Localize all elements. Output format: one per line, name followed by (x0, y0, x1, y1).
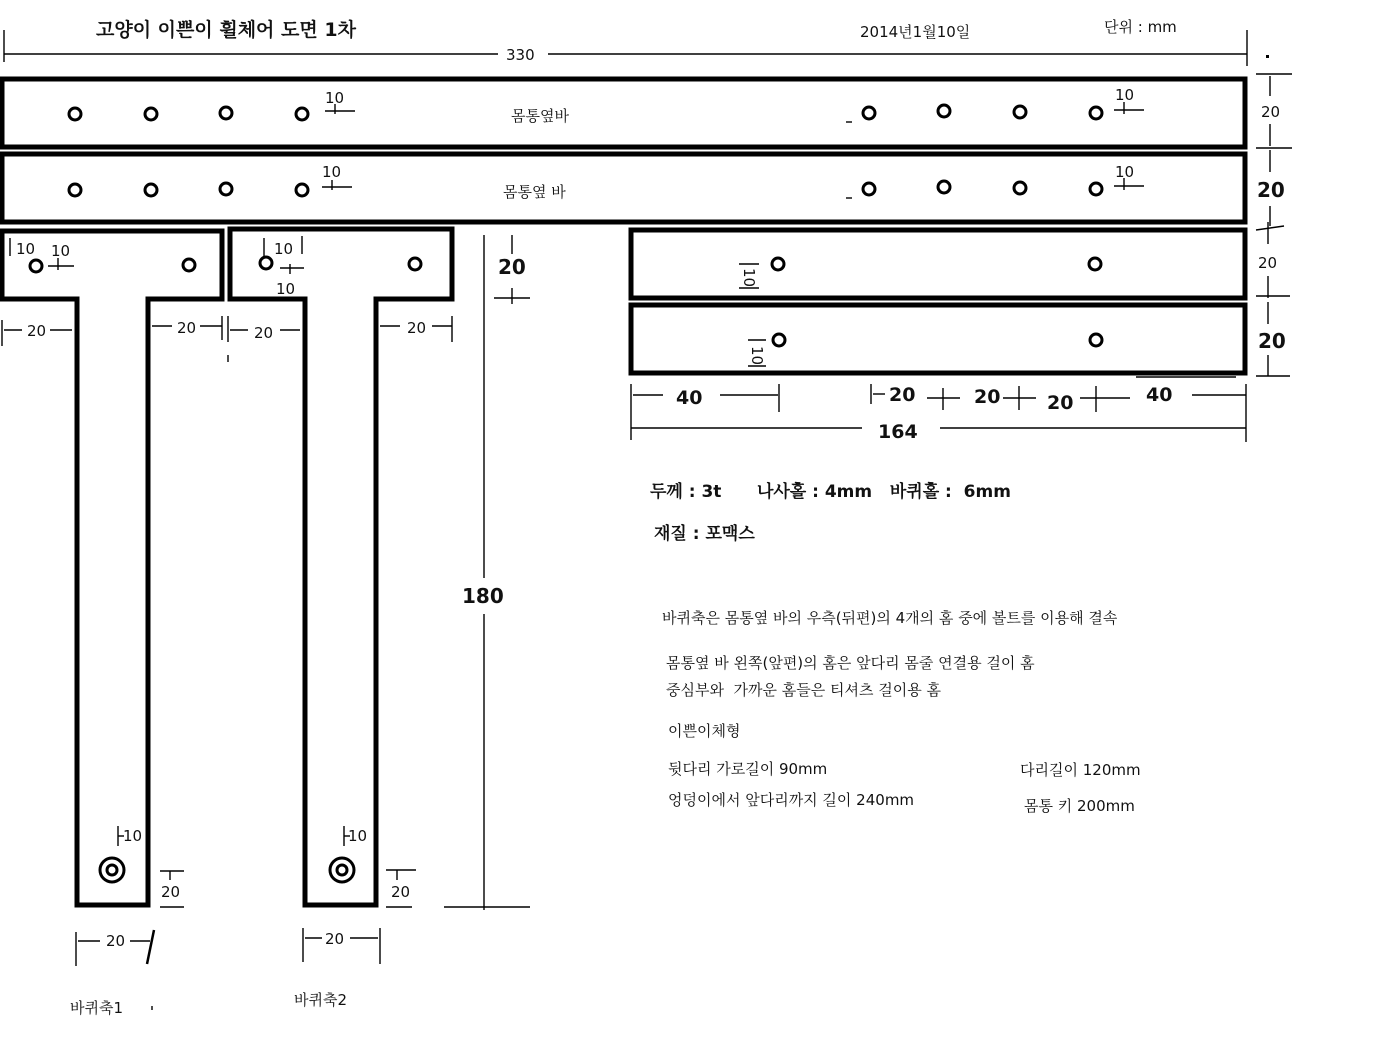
dim-10: 10 (322, 163, 342, 181)
screw-hole (772, 258, 784, 270)
bar1-height-dim (1256, 74, 1292, 148)
note-2: 몸통옆 바 왼쪽(앞편)의 홈은 앞다리 몸줄 연결용 걸이 홈 (666, 654, 1035, 672)
leg1-label: 바퀴축1 (70, 999, 124, 1017)
spec-line-1: 두께 : 3t 나사홀 : 4mm 바퀴홀 : 6mm (650, 482, 1011, 502)
wheel-axle-leg-2 (228, 229, 452, 964)
dim-40: 40 (1146, 384, 1173, 406)
screw-hole (773, 334, 785, 346)
dim-20: 20 (1258, 329, 1286, 353)
bar2-holes (69, 181, 1102, 196)
wheel-hole (100, 858, 124, 882)
bar1-holes (69, 105, 1102, 120)
screw-hole (1014, 182, 1026, 194)
screw-hole (183, 259, 195, 271)
screw-hole (863, 107, 875, 119)
screw-hole (69, 184, 81, 196)
dim-20: 20 (106, 932, 126, 950)
screw-hole (296, 108, 308, 120)
wheel-axle-leg-1 (2, 231, 222, 966)
dim-10: 10 (1115, 163, 1135, 181)
screw-hole (145, 184, 157, 196)
dim-20: 20 (27, 322, 47, 340)
dim-20: 20 (1047, 392, 1074, 414)
plate-horizontal-dims (631, 384, 1246, 443)
note-4: 이쁜이체형 (668, 722, 741, 740)
dim-10: 10 (348, 827, 368, 845)
dim-20: 20 (254, 324, 274, 342)
dim-20: 20 (974, 386, 1001, 408)
dim-20: 20 (889, 384, 916, 406)
screw-hole (260, 257, 272, 269)
screw-hole (1089, 258, 1101, 270)
note-5: 뒷다리 가로길이 90mm (668, 760, 828, 778)
spec-material: 재질 : 포맥스 (654, 524, 755, 544)
note-8: 몸통 키 200mm (1024, 797, 1135, 815)
dim-180: 180 (462, 584, 504, 608)
screw-hole (220, 107, 232, 119)
body-side-bar-1 (2, 79, 1245, 147)
screw-hole (938, 105, 950, 117)
wheel-hole (330, 858, 354, 882)
dim-330: 330 (506, 46, 535, 64)
screw-hole (1090, 183, 1102, 195)
dim-20: 20 (391, 883, 411, 901)
dim-20: 20 (1257, 178, 1285, 202)
unit-label: 단위 : mm (1104, 18, 1177, 36)
leg2-label: 바퀴축2 (294, 991, 348, 1009)
screw-hole (30, 260, 42, 272)
dim-20: 20 (161, 883, 181, 901)
dim-10: 10 (276, 280, 296, 298)
dim-10: 10 (51, 242, 71, 260)
dim-20: 20 (1258, 254, 1278, 272)
bar2-label: 몸통옆 바 (503, 183, 566, 201)
dim-20: 20 (177, 319, 197, 337)
leg-height-dimension (444, 235, 530, 910)
note-6: 엉덩이에서 앞다리까지 길이 240mm (668, 791, 915, 809)
drawing-title: 고양이 이쁜이 휠체어 도면 1차 (96, 19, 356, 41)
screw-hole (409, 258, 421, 270)
screw-hole (296, 184, 308, 196)
dim-10: 10 (748, 346, 766, 366)
screw-hole (1090, 334, 1102, 346)
screw-hole (145, 108, 157, 120)
dim-10: 10 (1115, 86, 1135, 104)
dim-10: 10 (274, 240, 294, 258)
note-7: 다리길이 120mm (1020, 761, 1141, 779)
screw-hole (1014, 106, 1026, 118)
dim-10: 10 (123, 827, 143, 845)
screw-hole (1090, 107, 1102, 119)
screw-hole (69, 108, 81, 120)
bar1-label: 몸통옆바 (511, 107, 569, 125)
screw-hole (220, 183, 232, 195)
drawing-date: 2014년1월10일 (860, 23, 971, 41)
dim-20: 20 (407, 319, 427, 337)
connector-plate-2 (631, 305, 1245, 377)
dim-10: 10 (16, 240, 36, 258)
dim-20: 20 (325, 930, 345, 948)
screw-hole (938, 181, 950, 193)
dim-40: 40 (676, 387, 703, 409)
dim-164: 164 (878, 421, 918, 443)
plate1-height-dim (1256, 222, 1290, 298)
connector-plate-1 (631, 230, 1245, 298)
dim-10: 10 (740, 268, 758, 288)
body-side-bar-2 (2, 154, 1245, 222)
note-1: 바퀴축은 몸통옆 바의 우측(뒤편)의 4개의 홈 중에 볼트를 이용해 결속 (662, 609, 1118, 627)
dim-20: 20 (1261, 103, 1281, 121)
dim-20: 20 (498, 255, 526, 279)
plate2-height-dim (1256, 302, 1290, 376)
dim-10: 10 (325, 89, 345, 107)
bar2-height-dim (1257, 150, 1285, 226)
note-3: 중심부와 가까운 홈들은 티셔츠 걸이용 홈 (666, 681, 941, 699)
screw-hole (863, 183, 875, 195)
